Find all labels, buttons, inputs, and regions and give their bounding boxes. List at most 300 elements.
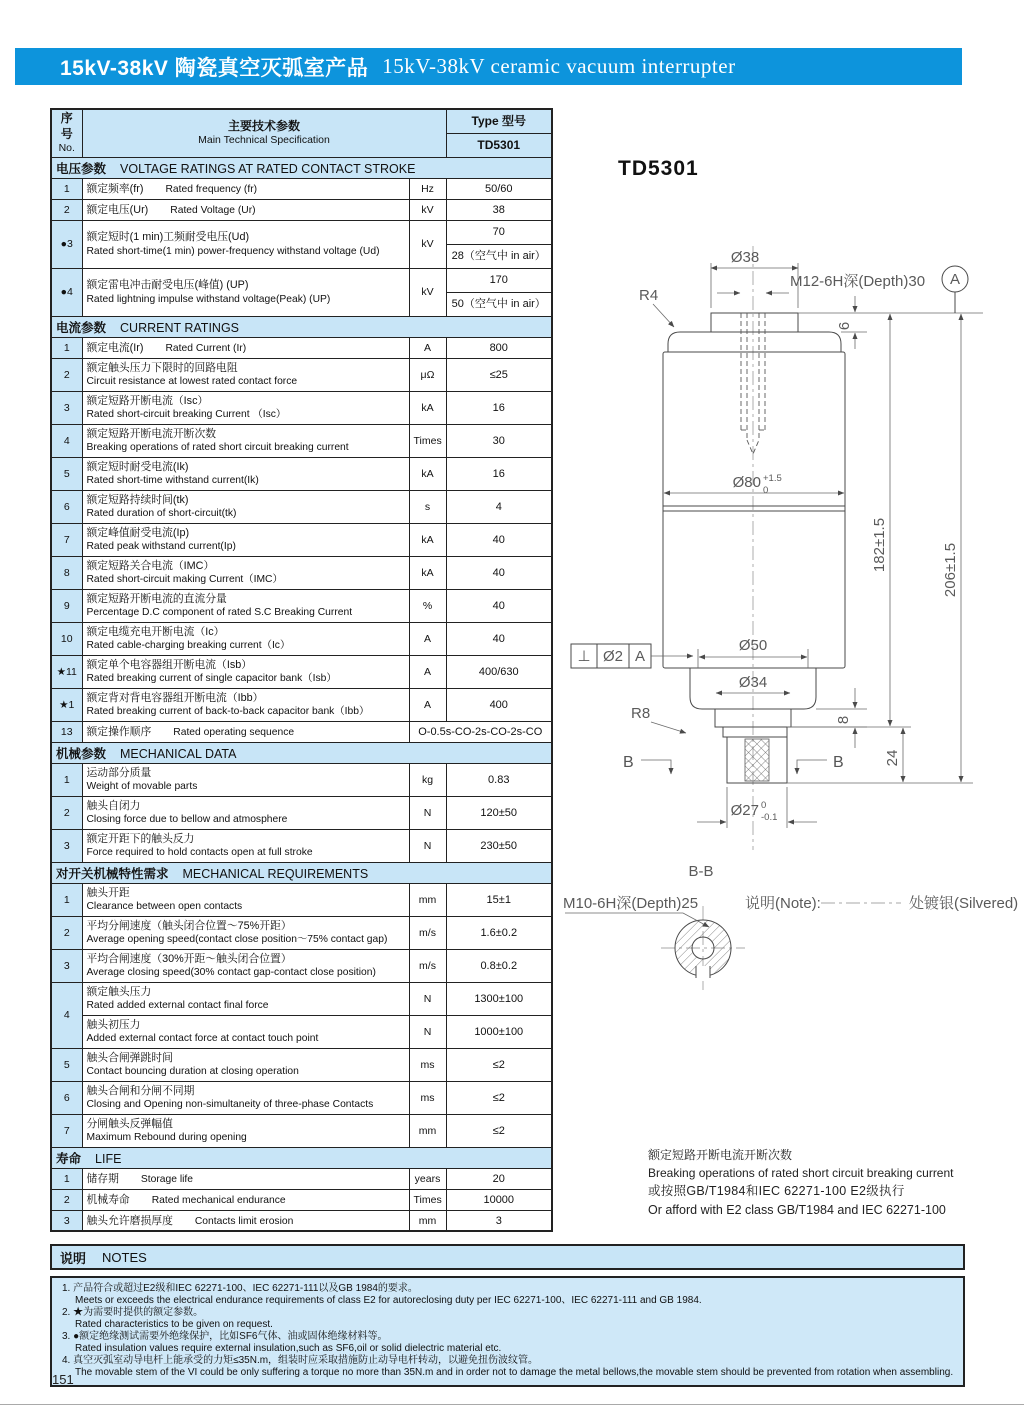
spec-row-description	[82, 178, 409, 199]
spec-row-description	[82, 883, 409, 916]
note-item	[62, 1355, 955, 1379]
section-title	[51, 862, 552, 883]
spec-row-no: 7	[51, 1114, 82, 1147]
section-cut-left	[641, 760, 671, 774]
section-title-en: CURRENT RATINGS	[120, 320, 240, 335]
dim-24-label: 24	[884, 749, 901, 767]
silvered-note-label: 说明(Note):	[745, 895, 821, 912]
spec-row	[51, 796, 552, 829]
note-text-en: Rated characteristics to be given on request.	[75, 1319, 273, 1330]
col-header-type: Type 型号	[446, 109, 552, 134]
spec-row-no: 3	[51, 391, 82, 424]
spec-row-value: 0.8±0.2	[446, 949, 552, 982]
spec-desc-zh: 触头合闸和分闸不同期	[86, 1084, 195, 1097]
note-item	[62, 1331, 955, 1355]
col-header-spec-zh: 主要技术参数	[227, 118, 300, 133]
spec-row-unit: kA	[409, 523, 446, 556]
spec-row-value: 16	[446, 391, 552, 424]
ceramic-body-outline	[663, 352, 845, 668]
spec-row-value: 800	[446, 337, 552, 358]
spec-row-unit: kV	[409, 220, 446, 268]
spec-desc-zh: 额定短时耐受电流(Ik)	[86, 460, 189, 473]
spec-row-value: 30	[446, 424, 552, 457]
top-flange-outline	[711, 313, 798, 332]
spec-desc-en: Breaking operations of rated short circuit breaking current	[86, 442, 349, 454]
spec-row-unit: A	[409, 655, 446, 688]
section-title-zh: 对开关机械特性需求	[56, 866, 169, 881]
spec-row	[51, 1210, 552, 1231]
thread-top-label: M12-6H深(Depth)30	[790, 273, 926, 290]
spec-row	[51, 391, 552, 424]
col-header-no-en: No.	[58, 142, 75, 155]
section-title-en: MECHANICAL DATA	[120, 746, 237, 761]
spec-desc-en: Percentage D.C component of rated S.C Breaking Current	[86, 607, 353, 619]
spec-row-value: 40	[446, 622, 552, 655]
dim-d27-sub: -0.1	[761, 812, 778, 823]
note-text-en: Meets or exceeds the electrical endurance requirements of class E2 for autoreclosing duty per IEC 62271-100、IEC 62271-111 and GB 1984.	[75, 1295, 702, 1306]
dim-d80-sup: +1.5	[763, 473, 782, 484]
spec-desc-en: Clearance between open contacts	[86, 901, 243, 913]
section-b-right-label: B	[833, 754, 844, 771]
datum-label: A	[949, 271, 961, 288]
spec-desc-en: Rated breaking current of single capacitor bank（Isb）	[86, 673, 337, 685]
section-title-en: MECHANICAL REQUIREMENTS	[182, 866, 369, 881]
spec-row-no: 4	[51, 982, 82, 1048]
spec-row-description	[82, 457, 409, 490]
spec-row-no: 6	[51, 1081, 82, 1114]
spec-table-body	[51, 157, 552, 1231]
spec-row-description	[82, 688, 409, 721]
note-item	[62, 1283, 955, 1307]
thread-bottom-label: M10-6H深(Depth)25	[563, 895, 699, 912]
spec-header-row	[51, 109, 552, 134]
spec-row-value: 0.83	[446, 763, 552, 796]
r8-label: R8	[631, 705, 651, 722]
note-text-zh: 1. 产品符合或超过E2级和IEC 62271-100、IEC 62271-111以及GB 1984的要求。	[62, 1283, 418, 1294]
spec-row	[51, 523, 552, 556]
spec-row-unit: Hz	[409, 178, 446, 199]
spec-row-description	[82, 655, 409, 688]
spec-row-value: ≤2	[446, 1114, 552, 1147]
col-header-spec-en: Main Technical Specification	[198, 134, 330, 147]
spec-row	[51, 1189, 552, 1210]
banner-title-zh: 15kV-38kV 陶瓷真空灭弧室产品	[60, 56, 369, 80]
spec-desc-zh: 平均合闸速度（30%开距～触头闭合位置）	[86, 952, 292, 965]
spec-row-description	[82, 916, 409, 949]
spec-row-value: 1300±100	[446, 982, 552, 1015]
breaking-operations-note-line: 额定短路开断电流开断次数	[648, 1148, 793, 1162]
spec-row	[51, 982, 552, 1015]
section-title-zh: 电压参数	[56, 161, 107, 176]
spec-desc-zh: 平均分闸速度（触头闭合位置～75%开距）	[86, 919, 292, 932]
spec-row-value: 16	[446, 457, 552, 490]
spec-row-description	[82, 220, 409, 268]
spec-row-description	[82, 982, 409, 1015]
spec-row	[51, 763, 552, 796]
dim-d27-sup: 0	[761, 800, 767, 811]
spec-value-part: 28（空气中 in air）	[447, 244, 552, 268]
bellows-hatch	[745, 739, 769, 781]
spec-row-value: 1.6±0.2	[446, 916, 552, 949]
spec-row-value: 50/60	[446, 178, 552, 199]
spec-row-no: 4	[51, 424, 82, 457]
spec-row	[51, 883, 552, 916]
spec-row-no: 1	[51, 178, 82, 199]
spec-row-unit: kA	[409, 391, 446, 424]
r4-label: R4	[639, 287, 659, 304]
spec-row-description	[82, 1048, 409, 1081]
tol-datum-ref: A	[634, 648, 646, 665]
spec-row-unit: Times	[409, 1189, 446, 1210]
spec-row-unit: m/s	[409, 949, 446, 982]
section-header-row	[51, 1147, 552, 1168]
spec-desc-zh: 储存期	[86, 1173, 119, 1186]
spec-desc-zh: 额定频率(fr)	[86, 183, 144, 196]
spec-row-description	[82, 1189, 409, 1210]
spec-desc-en: Rated cable-charging breaking current（Ic）	[86, 640, 291, 652]
spec-desc-zh: 机械寿命	[86, 1194, 130, 1207]
spec-row	[51, 457, 552, 490]
spec-row-unit: m/s	[409, 916, 446, 949]
spec-desc-en: Rated peak withstand current(Ip)	[86, 541, 236, 553]
spec-row	[51, 721, 552, 742]
spec-row	[51, 829, 552, 862]
notes-title-en: NOTES	[102, 1249, 147, 1265]
spec-row-no: 1	[51, 763, 82, 796]
tol-symbol: ⊥	[577, 648, 591, 665]
section-title	[51, 157, 552, 178]
spec-row-description	[82, 1081, 409, 1114]
spec-row-unit: kA	[409, 457, 446, 490]
spec-row-unit: kV	[409, 268, 446, 316]
spec-row-no: 1	[51, 1168, 82, 1189]
dim-d80-sub: 0	[763, 485, 769, 496]
spec-desc-en: Force required to hold contacts open at full stroke	[86, 847, 313, 859]
spec-row	[51, 220, 552, 268]
spec-row-no: 2	[51, 796, 82, 829]
dim-d80-label: Ø80	[732, 474, 761, 491]
dim-d38-label: Ø38	[730, 249, 760, 266]
spec-row-no: 10	[51, 622, 82, 655]
spec-desc-en: Rated operating sequence	[173, 727, 295, 739]
spec-row-unit: years	[409, 1168, 446, 1189]
breaking-operations-note	[648, 1146, 988, 1220]
section-title	[51, 742, 552, 763]
spec-row-description	[82, 1015, 409, 1048]
spec-desc-en: Added external contact force at contact touch point	[86, 1033, 319, 1045]
spec-row-value: 40	[446, 556, 552, 589]
spec-row-description	[82, 721, 409, 742]
spec-row-value: 40	[446, 523, 552, 556]
spec-row-description	[82, 1114, 409, 1147]
spec-row-description	[82, 796, 409, 829]
section-title-en: VOLTAGE RATINGS AT RATED CONTACT STROKE	[120, 161, 416, 176]
section-title	[51, 1147, 552, 1168]
spec-desc-en: Average closing speed(30% contact gap-contact close position)	[86, 967, 376, 979]
spec-row-value: 15±1	[446, 883, 552, 916]
spec-row-description	[82, 556, 409, 589]
spec-desc-zh: 额定雷电冲击耐受电压(峰值) (UP)	[86, 279, 249, 292]
spec-desc-zh: 额定短路开断电流（Isc）	[86, 394, 209, 407]
spec-desc-en: Maximum Rebound during opening	[86, 1132, 247, 1144]
r4-leader	[653, 304, 674, 327]
spec-row-unit: Times	[409, 424, 446, 457]
note-text-zh: 4. 真空灭弧室动导电杆上能承受的力矩≤35N.m，组装时应采取措施防止动导电杆转动，以避免扭伤波纹管。	[62, 1355, 539, 1366]
spec-row-no: 2	[51, 358, 82, 391]
spec-row-no: 3	[51, 829, 82, 862]
spec-row-no: 1	[51, 337, 82, 358]
spec-row-unit: N	[409, 982, 446, 1015]
spec-desc-en: Contact bouncing duration at closing operation	[86, 1066, 299, 1078]
spec-row	[51, 949, 552, 982]
section-title-zh: 寿命	[56, 1151, 82, 1166]
spec-row	[51, 655, 552, 688]
spec-row-value: ≤2	[446, 1081, 552, 1114]
spec-row	[51, 178, 552, 199]
spec-row-unit: %	[409, 589, 446, 622]
spec-table-head	[51, 109, 552, 157]
spec-row-value: ≤2	[446, 1048, 552, 1081]
spec-desc-en: Circuit resistance at lowest rated contact force	[86, 376, 298, 388]
type-value: TD5301	[446, 134, 552, 158]
spec-value-part: 170	[489, 273, 508, 286]
spec-row	[51, 688, 552, 721]
note-text-en: The movable stem of the VI could be only suffering a torque no more than 35N.m and in order not to damage the metal bellows,the movable stem should be prevented from rotation when assembling.	[75, 1367, 954, 1378]
dim-d50-label: Ø50	[738, 637, 768, 654]
spec-row-description	[82, 358, 409, 391]
spec-row-description	[82, 268, 409, 316]
spec-row	[51, 1081, 552, 1114]
spec-desc-en: Closing force due to bellow and atmosphere	[86, 814, 288, 826]
bb-keyway	[696, 966, 710, 978]
spec-row-description	[82, 1210, 409, 1231]
spec-desc-zh: 额定短路开断电流开断次数	[86, 427, 217, 440]
spec-row-unit: ms	[409, 1048, 446, 1081]
section-title-en: LIFE	[95, 1151, 122, 1166]
spec-row	[51, 916, 552, 949]
spec-row	[51, 358, 552, 391]
spec-row	[51, 268, 552, 316]
spec-row-no: 13	[51, 721, 82, 742]
spec-row-unit: mm	[409, 1210, 446, 1231]
spec-row-value	[446, 268, 552, 316]
spec-desc-en: Rated short-time withstand current(Ik)	[86, 475, 259, 487]
spec-desc-zh: 触头自闭力	[86, 799, 141, 812]
spec-row-unit: A	[409, 622, 446, 655]
dim-d34-label: Ø34	[738, 674, 768, 691]
page-title-banner	[15, 48, 962, 85]
spec-desc-zh: 额定峰值耐受电流(Ip)	[86, 526, 190, 539]
spec-row-unit: kg	[409, 763, 446, 796]
section-cut-right	[797, 760, 827, 774]
spec-row-no: ★11	[51, 655, 82, 688]
spec-row-no: 2	[51, 199, 82, 220]
spec-row-description	[82, 949, 409, 982]
spec-row-unit: kA	[409, 556, 446, 589]
drawing-model-title: TD5301	[618, 157, 699, 180]
spec-desc-en: Rated frequency (fr)	[165, 184, 258, 196]
spec-row	[51, 490, 552, 523]
silvered-note-text: 处镀银(Silvered)	[909, 895, 1019, 912]
spec-row-value: 10000	[446, 1189, 552, 1210]
spec-row-unit: s	[409, 490, 446, 523]
top-cap-outline	[668, 332, 841, 352]
spec-desc-zh: 额定短时(1 min)工频耐受电压(Ud)	[86, 231, 250, 244]
notes-section-header	[50, 1244, 965, 1270]
spec-desc-en: Closing and Opening non-simultaneity of three-phase Contacts	[86, 1099, 374, 1111]
spec-row-no: 5	[51, 1048, 82, 1081]
spec-row-no: 6	[51, 490, 82, 523]
spec-row-value	[446, 220, 552, 268]
spec-desc-zh: 额定短路持续时间(tk)	[86, 493, 189, 506]
spec-row	[51, 337, 552, 358]
spec-desc-en: Average opening speed(contact close position～75% contact gap)	[86, 934, 388, 946]
spec-desc-zh: 额定开距下的触头反力	[86, 832, 195, 845]
spec-row-unit: μΩ	[409, 358, 446, 391]
technical-drawing	[553, 150, 1023, 1220]
spec-row-description	[82, 829, 409, 862]
spec-desc-en: Rated short-circuit making Current（IMC）	[86, 574, 283, 586]
spec-row-description	[82, 622, 409, 655]
banner-title-en: 15kV-38kV ceramic vacuum interrupter	[382, 54, 736, 78]
spec-row-no: 9	[51, 589, 82, 622]
spec-desc-en: Contacts limit erosion	[194, 1216, 294, 1228]
spec-row-no: 2	[51, 1189, 82, 1210]
spec-row-unit: mm	[409, 1114, 446, 1147]
spec-desc-en: Rated short-circuit breaking Current （Isc）	[86, 409, 287, 421]
note-text-zh: 3. ●额定绝缘测试需要外绝缘保护，比如SF6气体、油或固体绝缘材料等。	[62, 1331, 388, 1342]
spec-table	[50, 108, 553, 1232]
notes-box	[50, 1276, 965, 1387]
spec-desc-en: Rated breaking current of back-to-back capacitor bank（Ibb）	[86, 706, 370, 718]
spec-row	[51, 199, 552, 220]
spec-row	[51, 1168, 552, 1189]
note-item	[62, 1307, 955, 1331]
spec-desc-en: Rated Voltage (Ur)	[170, 205, 256, 217]
spec-row-value-merged: O-0.5s-CO-2s-CO-2s-CO	[409, 721, 552, 742]
spec-row-description	[82, 424, 409, 457]
spec-desc-en: Rated added external contact final force	[86, 1000, 269, 1012]
spec-row-description	[82, 523, 409, 556]
spec-row-value: 4	[446, 490, 552, 523]
tol-value: Ø2	[602, 648, 624, 665]
spec-row-no: ●4	[51, 268, 82, 316]
spec-desc-zh: 触头允许磨损厚度	[86, 1215, 173, 1228]
dim-206-label: 206±1.5	[942, 542, 959, 598]
spec-row-value: 400	[446, 688, 552, 721]
spec-desc-zh: 额定背对背电容器组开断电流（Ibb）	[86, 691, 264, 704]
section-header-row	[51, 742, 552, 763]
spec-row-value: 38	[446, 199, 552, 220]
spec-row-value: 230±50	[446, 829, 552, 862]
breaking-operations-note-line: Breaking operations of rated short circuit breaking current	[648, 1166, 954, 1180]
spec-row-description	[82, 589, 409, 622]
section-b-left-label: B	[623, 754, 634, 771]
section-header-row	[51, 316, 552, 337]
spec-row-description	[82, 1168, 409, 1189]
dim-182-label: 182±1.5	[871, 517, 888, 573]
spec-row-unit: mm	[409, 883, 446, 916]
dim-6-label: 6	[836, 321, 853, 331]
spec-row-unit: A	[409, 337, 446, 358]
spec-desc-en: Rated duration of short-circuit(tk)	[86, 508, 237, 520]
spec-row-value: 20	[446, 1168, 552, 1189]
spec-desc-zh: 额定触头压力下限时的回路电阻	[86, 361, 238, 374]
spec-row-value: 1000±100	[446, 1015, 552, 1048]
spec-desc-zh: 额定单个电容器组开断电流（Isb）	[86, 658, 253, 671]
spec-desc-en: Storage life	[140, 1174, 193, 1186]
spec-desc-zh: 额定短路开断电流的直流分量	[86, 592, 227, 605]
spec-row-unit: A	[409, 688, 446, 721]
spec-value-part: 50（空气中 in air）	[447, 292, 552, 316]
breaking-operations-note-line: Or afford with E2 class GB/T1984 and IEC 62271-100	[648, 1202, 946, 1217]
page-number: 151	[52, 1372, 74, 1387]
spec-desc-zh: 触头开距	[86, 886, 130, 899]
spec-row-description	[82, 391, 409, 424]
spec-row-value: 40	[446, 589, 552, 622]
spec-desc-zh: 额定操作顺序	[86, 726, 152, 739]
spec-desc-en: Rated lightning impulse withstand voltage(Peak) (UP)	[86, 293, 331, 305]
section-header-row	[51, 157, 552, 178]
spec-row-no: ●3	[51, 220, 82, 268]
spec-desc-zh: 触头合闸弹跳时间	[86, 1051, 173, 1064]
spec-row-no: 7	[51, 523, 82, 556]
spec-row-no: 2	[51, 916, 82, 949]
section-title-zh: 机械参数	[56, 746, 107, 761]
bottom-rule	[0, 1404, 1024, 1405]
spec-row-value: 3	[446, 1210, 552, 1231]
spec-row-no: 5	[51, 457, 82, 490]
col-header-spec	[82, 109, 446, 157]
breaking-operations-note-line: 或按照GB/T1984和IEC 62271-100 E2级执行	[648, 1184, 905, 1198]
spec-desc-en: Rated short-time(1 min) power-frequency withstand voltage (Ud)	[86, 245, 380, 257]
spec-row-unit: N	[409, 1015, 446, 1048]
spec-desc-zh: 分闸触头反弹幅值	[86, 1117, 173, 1130]
section-header-row	[51, 862, 552, 883]
spec-row-no: 8	[51, 556, 82, 589]
spec-row-unit: ms	[409, 1081, 446, 1114]
section-title	[51, 316, 552, 337]
spec-row-value: 120±50	[446, 796, 552, 829]
spec-desc-zh: 额定短路关合电流（IMC）	[86, 559, 215, 572]
spec-row-no: 3	[51, 949, 82, 982]
section-bb-label: B-B	[688, 863, 714, 880]
note-text-en: Rated insulation values require external insulation,such as SF6,oil or solid dielectric material etc.	[75, 1343, 502, 1354]
dim-d27-label: Ø27	[730, 802, 759, 819]
spec-row-description	[82, 337, 409, 358]
spec-row-description	[82, 199, 409, 220]
note-text-zh: 2. ★为需要时提供的额定参数。	[62, 1307, 204, 1318]
stem-step-outline	[723, 727, 787, 737]
spec-desc-zh: 运动部分质量	[86, 766, 152, 779]
spec-row-unit: N	[409, 796, 446, 829]
spec-row	[51, 424, 552, 457]
spec-row-unit: kV	[409, 199, 446, 220]
r8-leader	[651, 722, 686, 733]
spec-desc-en: Rated Current (Ir)	[165, 343, 247, 355]
spec-row	[51, 589, 552, 622]
spec-row-description	[82, 490, 409, 523]
spec-value-part: 70	[492, 225, 505, 238]
notes-title-zh: 说明	[60, 1250, 87, 1266]
spec-row	[51, 1114, 552, 1147]
spec-row-no: 1	[51, 883, 82, 916]
spec-row-value: 400/630	[446, 655, 552, 688]
spec-desc-zh: 额定触头压力	[86, 985, 152, 998]
spec-row-description	[82, 763, 409, 796]
spec-row	[51, 556, 552, 589]
spec-row-no: ★1	[51, 688, 82, 721]
